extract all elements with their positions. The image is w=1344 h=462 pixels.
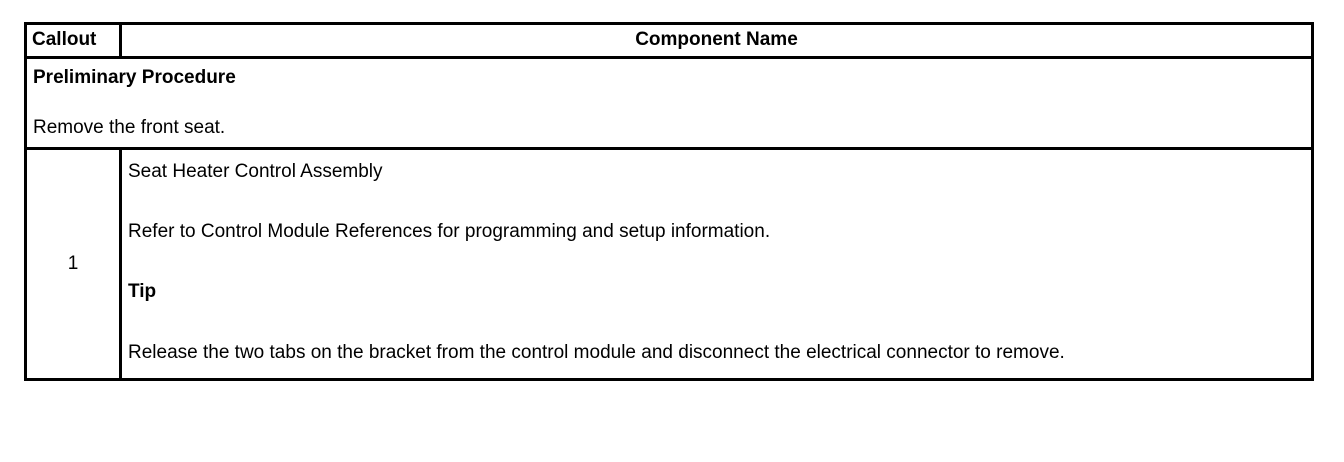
tip-heading: Tip: [128, 281, 157, 302]
component-table: [24, 22, 1314, 381]
preliminary-procedure-row: [27, 59, 1311, 150]
component-description-cell: [122, 150, 1311, 378]
tip-text: Release the two tabs on the bracket from the control module and disconnect the electrical connector to remove.: [128, 342, 1065, 363]
component-title: Seat Heater Control Assembly: [128, 161, 383, 182]
table-row: [27, 150, 1311, 378]
preliminary-procedure-cell: [27, 59, 1311, 147]
component-reference-note: Refer to Control Module References for programming and setup information.: [128, 221, 771, 242]
table-header-row: [27, 25, 1311, 59]
preliminary-procedure-text: Remove the front seat.: [33, 117, 226, 138]
column-header-callout: Callout: [27, 25, 122, 56]
column-header-component-name: Component Name: [635, 29, 798, 50]
callout-number: 1: [27, 150, 122, 378]
preliminary-procedure-title: Preliminary Procedure: [33, 67, 236, 88]
